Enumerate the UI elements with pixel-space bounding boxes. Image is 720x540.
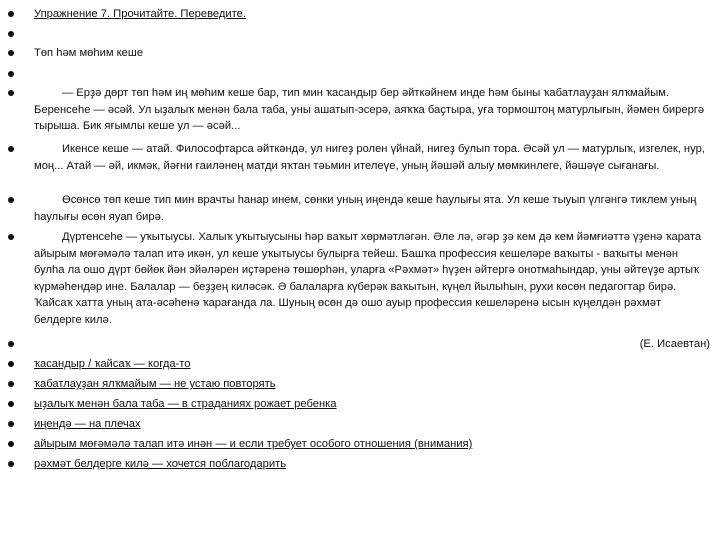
glossary-item: [8, 376, 710, 393]
list-item: [8, 229, 710, 329]
glossary-entry: ҡабатлауҙан ялҡмайым — не устаю повторять: [34, 378, 276, 390]
list-item: [8, 141, 710, 174]
list-item: [8, 45, 710, 62]
bullet-icon: [8, 401, 14, 407]
bullet-icon: [8, 90, 14, 96]
paragraph-3: Өсөнсө төп кеше тип мин врачты һанар инем, сөнки уның иңендә кеше һаулығы ята. Ул кеше тыуып үлгәнгә тиклем уның һаулығы өсөн яуап бирә.: [34, 194, 697, 223]
bullet-icon: [8, 234, 14, 240]
bullet-icon: [8, 31, 14, 37]
text-heading: Төп һәм мөһим кеше: [34, 47, 144, 59]
glossary-entry: айырым мөғәмәлә талап итә инән — и если требует особого отношения (внимания): [34, 438, 473, 450]
paragraph-2: Икенсе кеше — атай. Философтарса әйткәндә, ул нигеҙ ролен үйнай, нигеҙ булып тора. Әсәй ул — матурлыҡ, изгелек, нур, моң... Атай — әй, икмәк, йәғни ғаиләнең матди яҡтан тәьмин ителеүе, уның йәшәй алыу мөмкинлеге, йәшәүе сығанағы.: [34, 143, 705, 172]
bullet-icon: [8, 421, 14, 427]
list-item: [8, 192, 710, 225]
glossary-item: [8, 456, 710, 473]
bullet-icon: [8, 441, 14, 447]
list-item: [8, 336, 710, 353]
bullet-icon: [8, 341, 14, 347]
glossary-item: [8, 416, 710, 433]
author-attribution: (Е. Исаевтан): [639, 338, 710, 350]
bullet-icon: [8, 11, 14, 17]
list-item-empty: [8, 66, 710, 77]
bullet-icon: [8, 381, 14, 387]
list-item: [8, 85, 710, 135]
glossary-item: [8, 436, 710, 453]
bullet-icon: [8, 361, 14, 367]
glossary-entry: ыҙалыҡ менән бала таба — в страданиях рожает ребенка: [34, 398, 337, 410]
bullet-icon: [8, 197, 14, 203]
list-item: [8, 6, 710, 23]
bullet-icon: [8, 50, 14, 56]
glossary-entry: ҡасандыр / ҡайсаҡ — когда-то: [34, 358, 191, 370]
paragraph-1: — Ерҙә дөрт төп һәм иң мөһим кеше бар, тип мин ҡасандыр бер әйткәйнем инде һәм быны ҡабатлауҙан ялҡмайым. Беренсеһе — әсәй. Ул ыҙалыҡ менән бала таба, уны ашатып-эсерә, аяҡҡа баҫтыра, уға тормоштоң матурлығын, йәмен бирергә тырыша. Бик яғымлы кеше ул — әсәй...: [34, 87, 705, 133]
glossary-item: [8, 396, 710, 413]
glossary-entry: рәхмәт белдерге килә — хочется поблагодарить: [34, 458, 287, 470]
list-item-empty: [8, 26, 710, 37]
bullet-icon: [8, 146, 14, 152]
bullet-icon: [8, 71, 14, 77]
bullet-icon: [8, 461, 14, 467]
exercise-title: Упражнение 7. Прочитайте. Переведите.: [34, 8, 247, 20]
glossary-item: [8, 356, 710, 373]
glossary-entry: иңендә — на плечах: [34, 418, 141, 430]
paragraph-4: Дүртенсеһе — уҡытыусы. Халыҡ уҡытыусыны һәр ваҡыт хөрмәтләгән. Әле лә, әгәр ҙә кем дә кем йәмғиәттә үҙенә ҡарата айырым мөғәмәлә талап итә икән, ул кеше уҡытыусы булырға тейеш. Башҡа профессия кешеләре ваҡыты - ваҡыты менән булһа ла ошо дүрт бөйөк йән эйәләрен иҫтәренә төшөрһән, уларға «Рәхмәт» һүҙен әйтергә онотмаһындар, уны әйтеүҙе артыҡ күрмәһендәр ине. Балалар — беҙҙең киләсәк. Ә балаларға күберәк ваҡытын, күңел йылыһын, рухи көсөн педагогтар бирә. Ҡайсаҡ хатта уның ата-әсәһенә ҡарағанда ла. Шуның өсөн дә ошо ауыр профессия кешеләренә ысын күңелдән рәхмәт белдерге килә.: [34, 231, 702, 326]
